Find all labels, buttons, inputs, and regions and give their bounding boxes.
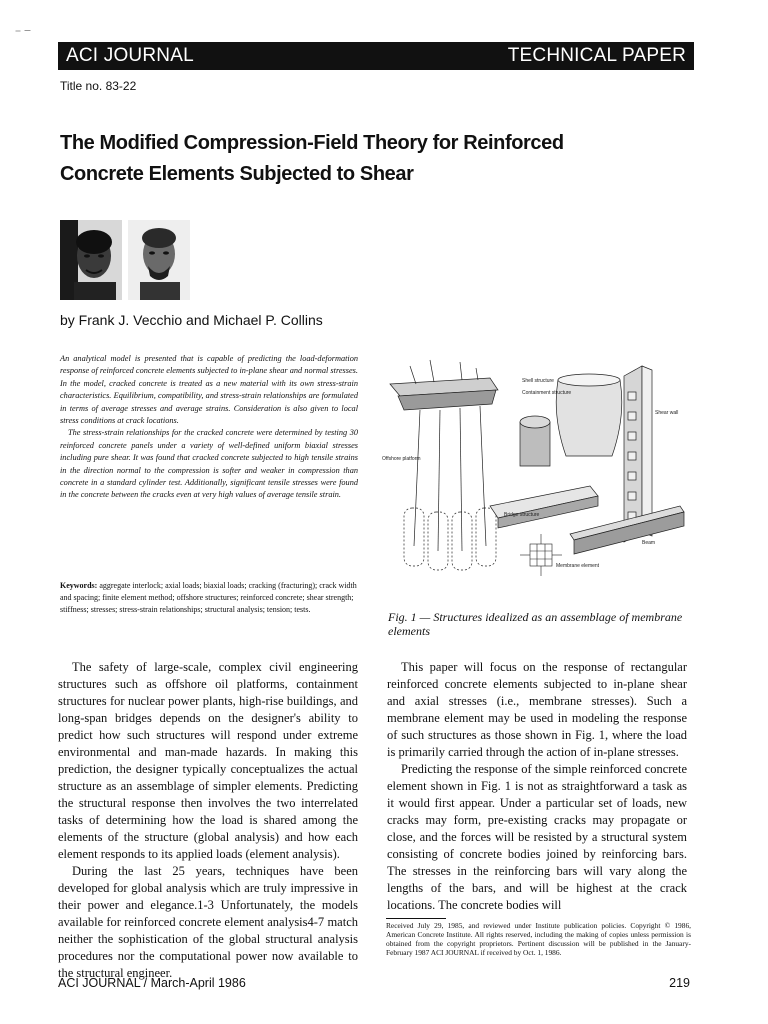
paper-type: TECHNICAL PAPER [507, 45, 686, 66]
label-containment-structure: Containment structure [522, 390, 572, 396]
containment-shell-drawing [520, 374, 622, 466]
body-paragraph: Predicting the response of the simple reinforced concrete element shown in Fig. 1 is not as straightforward a task as it would first appear. Under a particular set of loads, new cracks may form, pre-existing cracks may propagate or close, and the forces will be resisted by a structural system consisting of concrete bodies joined by reinforcing bars. The stresses in the reinforcing bars will vary along the lengths of the bars, and will be highest at the crack locations. The concrete bodies will [387, 762, 687, 912]
body-paragraph: During the last 25 years, techniques have been developed for global analysis which are truly impressive in their power and elegance.1-3 Unfortunately, the models available for reinforced concrete element analysis4-7 match neither the sophistication of the global structural analysis procedures nor the computational power now available to the structural engineer. [58, 864, 358, 980]
body-column-right [387, 659, 687, 914]
figure-1-structures [380, 356, 690, 582]
label-bridge-structure: Bridge structure [504, 512, 540, 518]
author-portraits [60, 220, 190, 300]
abstract-paragraph: An analytical model is presented that is capable of predicting the load-deformation response of reinforced concrete elements subjected to in-plane shear and normal stresses. In the model, cracked concrete is treated as a new material with its own stress-strain characteristics. Equilibrium, compatibility, and stress-strain relationships are formulated in terms of average stresses and average strains. Consideration is also given to local stress conditions at crack locations. [60, 354, 358, 426]
label-offshore-platform: Offshore platform [382, 456, 421, 462]
keywords-text: aggregate interlock; axial loads; biaxial loads; cracking (fracturing); crack width and spacing; finite element method; offshore structures; reinforced concrete; shear strength; stiffness; stresses; stress-strain relationships; structural analysis; tension; tests. [60, 581, 357, 614]
author-portrait-vecchio [60, 220, 122, 300]
title-line-1: The Modified Compression-Field Theory for Reinforced [60, 132, 564, 154]
footer-journal-issue: ACI JOURNAL / March-April 1986 [58, 976, 246, 990]
abstract [60, 353, 358, 502]
label-shell-structure: Shell structure [522, 378, 554, 384]
title-line-2: Concrete Elements Subjected to Shear [60, 163, 414, 185]
page-number: 219 [669, 976, 690, 990]
body-paragraph: The safety of large-scale, complex civil engineering structures such as offshore oil platforms, containment structures for nuclear power plants, high-rise buildings, and long-span bridges depends on the designer's ability to predict how such structures will respond under extreme environmental and man-made hazards. In making this prediction, the designer typically conceptualizes the actual structure as an assemblage of simpler elements. Predicting the structural response then involves the two interrelated tasks of determining how the load is shared among the elements of the structure (global analysis) and how each element responds to its applied loads (element analysis). [58, 660, 358, 861]
scan-mark [8, 30, 38, 32]
author-portrait-collins [128, 220, 190, 300]
footnote-rule [386, 918, 446, 919]
author-byline: by Frank J. Vecchio and Michael P. Collins [60, 312, 323, 328]
figure-caption: Fig. 1 — Structures idealized as an assemblage of membrane elements [388, 610, 683, 638]
label-membrane-element: Membrane element [556, 563, 600, 569]
membrane-element-drawing [520, 534, 562, 576]
title-number: Title no. 83-22 [60, 79, 137, 93]
keywords [60, 580, 360, 616]
label-beam: Beam [642, 540, 656, 546]
body-paragraph: This paper will focus on the response of rectangular reinforced concrete elements subjected to in-plane shear and axial stresses (i.e., membrane stresses). Such a membrane element may be used in modeling the response of such structures as those shown in Fig. 1, where the load is primarily carried through the action of in-plane stresses. [387, 660, 687, 759]
footnote: Received July 29, 1985, and reviewed under Institute publication policies. Copyright © 1986, American Concrete Institute. All rights reserved, including the making of copies unless permission is obtained from the copyright proprietors. Pertinent discussion will be published in the January-February 1987 ACI JOURNAL if received by Oct. 1, 1986. [386, 921, 691, 957]
abstract-paragraph: The stress-strain relationships for the cracked concrete were determined by testing 30 reinforced concrete panels under a variety of well-defined uniform biaxial stresses including pure shear. It was found that cracked concrete subjected to high tensile strains in the direction normal to the compression is softer and weaker in compression than concrete in a standard cylinder test. Additionally, significant tensile stresses were found in the concrete between the cracks even at very high values of average tensile strain. [60, 428, 358, 500]
journal-header-bar [58, 42, 694, 70]
keywords-label: Keywords: [60, 581, 98, 590]
paper-title [60, 128, 680, 190]
offshore-platform-drawing [390, 360, 498, 570]
journal-name: ACI JOURNAL [66, 45, 194, 66]
body-column-left [58, 659, 358, 982]
label-shear-wall: Shear wall [655, 410, 679, 416]
